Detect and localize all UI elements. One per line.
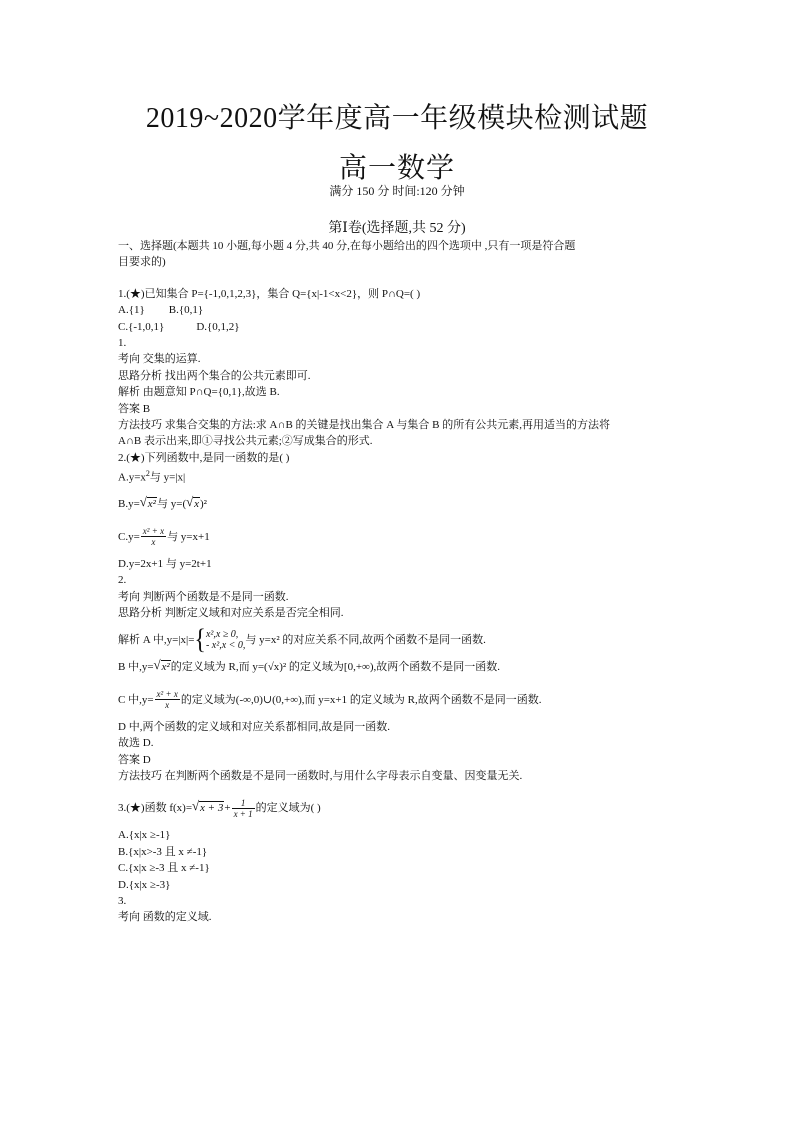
q2-guxuan: 故选 D. (118, 737, 154, 750)
q1-silu: 思路分析 找出两个集合的公共元素即可. (118, 369, 311, 382)
q3-option-a: A.{x|x ≥-1} (118, 829, 171, 842)
fraction: $\frac{\text{x² + x}}{x}$ (142, 526, 165, 548)
q1-tips-line2: A∩B 表示出来,即①寻找公共元素;②写成集合的形式. (118, 435, 373, 448)
section-intro-line2: 目要求的) (118, 256, 166, 269)
page-subtitle: 高一数学 (338, 153, 455, 184)
q2-jiexi-d: D 中,两个函数的定义域和对应关系都相同,故是同一函数. (118, 720, 390, 733)
q1-number: 1. (118, 337, 127, 350)
q1-jiexi: 解析 由题意知 P∩Q={0,1},故选 B. (118, 386, 280, 399)
q1-options-cd (118, 319, 678, 335)
q2-option-d: D.y=2x+1 与 y=2t+1 (118, 557, 212, 570)
q2-jiexi-c: C 中,y= $\frac{\text{x² + x}}{x}$ 的定义域为(-∞,0)∪(0,+∞),而 y=x+1 的定义域为 R,故两个函数不是同一函数. (118, 689, 542, 711)
q2-option-a: $A.y=x^2$与 y=|x| (118, 469, 186, 484)
q3-stem: 3.(★)函数 f(x)= √ x + 3 + $\frac{1}{x + 1}$ 的定义域为( ) (118, 794, 678, 822)
q1-option-c: C.{-1,0,1} (118, 320, 165, 333)
q2-option-b: B.y=√ x²与 y=(√ x)² (118, 496, 678, 512)
brace-symbol: { (194, 624, 206, 656)
q2-stem: 2.(★)下列函数中,是同一函数的是( ) (118, 451, 290, 464)
q1-option-b: B.{0,1} (168, 304, 204, 317)
q1-options-ab (118, 302, 678, 318)
q2-kaoxiang: 考向 判断两个函数是不是同一函数. (118, 590, 289, 603)
q2-tips: 方法技巧 在判断两个函数是不是同一函数时,与用什么字母表示自变量、因变量无关. (118, 770, 523, 782)
q3-option-b: B.{x|x>-3 且 x ≠-1} (118, 845, 208, 858)
q2-jiexi-b: B 中,y=√ x²的定义域为 R,而 y=(√x)² 的定义域为[0,+∞),故两个函数不是同一函数. (118, 659, 678, 675)
piecewise-cases: x²,x ≥ 0, - x²,x < 0, (205, 629, 246, 652)
q1-stem: 1.(★)已知集合 P={-1,0,1,2,3}，集合 Q={x|-1<x<2}，则 P∩Q=( ) (118, 287, 421, 300)
sqrt-symbol: √ x (186, 496, 200, 512)
sqrt-symbol: √ x + 3 (192, 800, 224, 816)
q2-silu: 思路分析 判断定义域和对应关系是否完全相同. (118, 606, 344, 619)
exam-meta: 满分 150 分 时间:120 分钟 (329, 184, 465, 198)
sqrt-symbol: √ x² (140, 496, 157, 512)
page-title: 2019~2020学年度高一年级模块检测试题 (145, 103, 649, 134)
q3-option-d: D.{x|x ≥-3} (118, 878, 171, 891)
q1-kaoxiang: 考向 交集的运算. (118, 353, 201, 366)
sqrt-symbol: √ x² (154, 659, 171, 675)
fraction: $\frac{\text{x² + x}}{x}$ (156, 689, 178, 711)
q3-number: 3. (118, 895, 127, 908)
q1-tips-line1: 方法技巧 求集合交集的方法:求 A∩B 的关键是找出集合 A 与集合 B 的所有公共元素,再用适当的方法将 (118, 419, 610, 432)
q2-answer: 答案 D (118, 753, 151, 766)
q2-jiexi-a: 解析 A 中,y=|x|= { x²,x ≥ 0, - x²,x < 0, 与 y=x² 的对应关系不同,故两个函数不是同一函数. (118, 624, 486, 656)
q3-option-c: C.{x|x ≥-3 且 x ≠-1} (118, 862, 210, 875)
exam-content (118, 238, 678, 926)
q1-option-a: A.{1} (118, 304, 145, 317)
q2-number: 2. (118, 574, 127, 587)
section-intro-line1: 一、选择题(本题共 10 小题,每小题 4 分,共 40 分,在每小题给出的四个选项中 ,只有一项是符合题 (118, 240, 576, 252)
fraction: $\frac{1}{x + 1}$ (233, 797, 253, 819)
q2-option-c: C.y= $\frac{\text{x² + x}}{x}$ 与 y=x+1 (118, 526, 210, 548)
section-heading: 第Ⅰ卷(选择题,共 52 分) (328, 221, 466, 236)
q1-answer: 答案 B (118, 402, 151, 415)
q3-kaoxiang: 考向 函数的定义域. (118, 911, 212, 924)
q1-option-d: D.{0,1,2} (196, 320, 240, 333)
